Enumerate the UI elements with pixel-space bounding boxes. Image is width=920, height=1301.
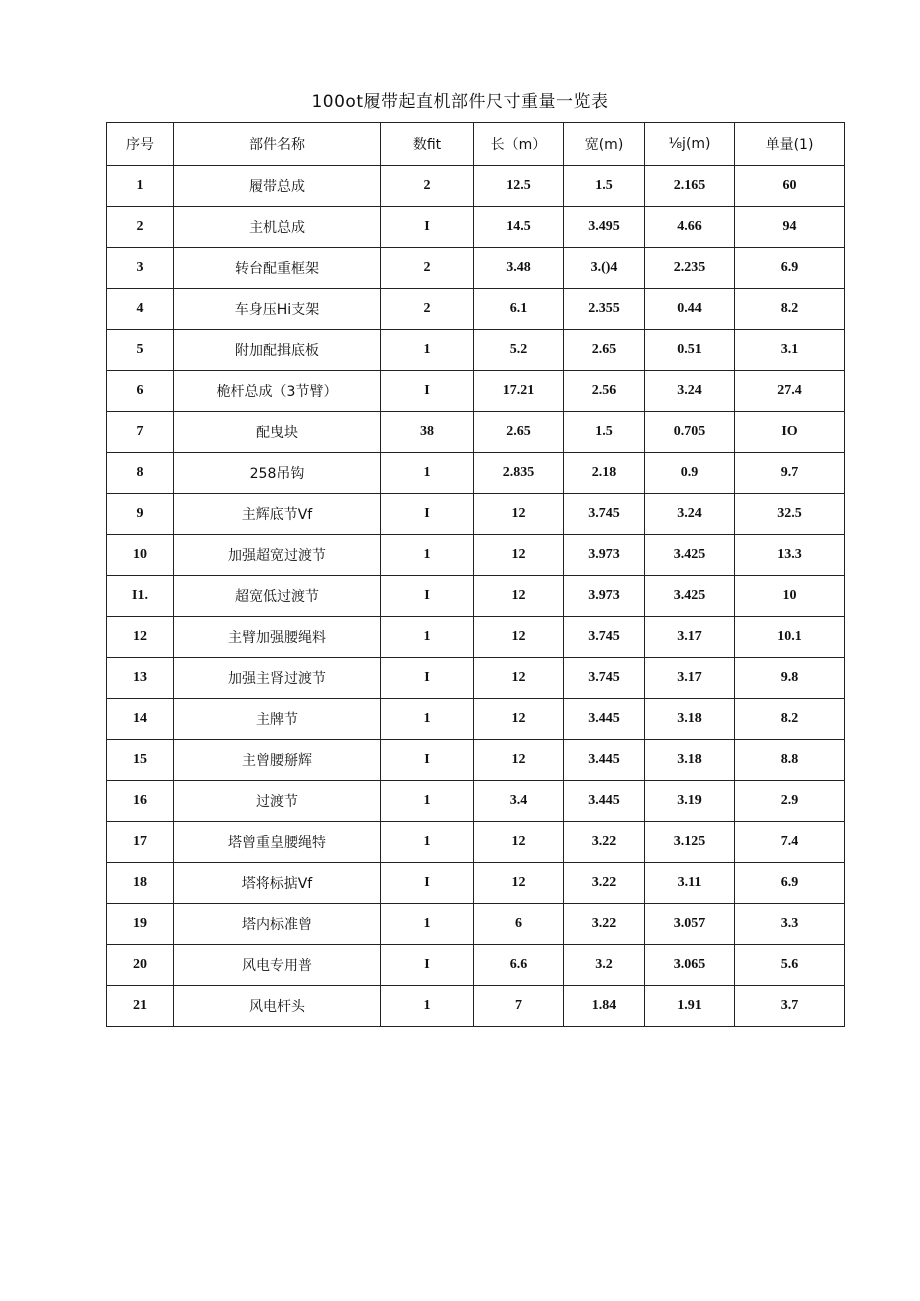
cell-index: 21 (107, 986, 174, 1027)
cell-part-name: 过渡节 (174, 781, 381, 822)
cell-height: 2.235 (645, 248, 735, 289)
cell-quantity: I (381, 945, 474, 986)
cell-unit-weight: 8.2 (735, 699, 845, 740)
col-header-height: ⅛j(m) (645, 123, 735, 166)
cell-index: 4 (107, 289, 174, 330)
cell-quantity: I (381, 207, 474, 248)
cell-unit-weight: 10 (735, 576, 845, 617)
cell-unit-weight: 9.7 (735, 453, 845, 494)
cell-quantity: 1 (381, 781, 474, 822)
cell-height: 0.44 (645, 289, 735, 330)
cell-width: 3.22 (564, 822, 645, 863)
cell-height: 3.17 (645, 617, 735, 658)
cell-unit-weight: 6.9 (735, 248, 845, 289)
cell-quantity: 1 (381, 699, 474, 740)
cell-quantity: 1 (381, 330, 474, 371)
cell-quantity: I (381, 494, 474, 535)
col-header-index: 序号 (107, 123, 174, 166)
cell-index: 1 (107, 166, 174, 207)
cell-unit-weight: 13.3 (735, 535, 845, 576)
cell-index: 15 (107, 740, 174, 781)
table-row (107, 166, 845, 207)
cell-quantity: I (381, 658, 474, 699)
table-row (107, 699, 845, 740)
cell-part-name: 加强主肾过渡节 (174, 658, 381, 699)
cell-part-name: 塔内标准曾 (174, 904, 381, 945)
cell-length: 6 (474, 904, 564, 945)
cell-quantity: 1 (381, 617, 474, 658)
cell-index: 13 (107, 658, 174, 699)
cell-length: 3.48 (474, 248, 564, 289)
cell-part-name: 主曾腰掰辉 (174, 740, 381, 781)
col-header-width: 宽(m) (564, 123, 645, 166)
cell-width: 3.973 (564, 535, 645, 576)
cell-height: 3.17 (645, 658, 735, 699)
cell-unit-weight: 7.4 (735, 822, 845, 863)
table-header-row (107, 123, 845, 166)
cell-height: 3.24 (645, 494, 735, 535)
cell-unit-weight: 8.8 (735, 740, 845, 781)
cell-length: 12 (474, 494, 564, 535)
cell-height: 3.18 (645, 740, 735, 781)
cell-length: 14.5 (474, 207, 564, 248)
cell-index: 14 (107, 699, 174, 740)
document-title: 100ot履带起直机部件尺寸重量一览表 (311, 92, 609, 112)
cell-width: 3.745 (564, 617, 645, 658)
cell-part-name: 主臂加强腰绳料 (174, 617, 381, 658)
cell-width: 1.5 (564, 166, 645, 207)
cell-quantity: 1 (381, 535, 474, 576)
table-row (107, 904, 845, 945)
cell-quantity: 2 (381, 166, 474, 207)
cell-part-name: 塔曾重皇腰绳特 (174, 822, 381, 863)
cell-index: 7 (107, 412, 174, 453)
cell-quantity: 38 (381, 412, 474, 453)
cell-part-name: 配曳块 (174, 412, 381, 453)
table-row (107, 412, 845, 453)
cell-part-name: 258吊钩 (174, 453, 381, 494)
cell-quantity: 1 (381, 453, 474, 494)
col-header-part-name: 部件名称 (174, 123, 381, 166)
cell-index: 3 (107, 248, 174, 289)
cell-length: 2.65 (474, 412, 564, 453)
cell-index: 5 (107, 330, 174, 371)
cell-width: 3.22 (564, 904, 645, 945)
cell-height: 3.18 (645, 699, 735, 740)
cell-length: 12 (474, 658, 564, 699)
cell-quantity: 2 (381, 248, 474, 289)
cell-unit-weight: 27.4 (735, 371, 845, 412)
cell-index: I1. (107, 576, 174, 617)
table-row (107, 453, 845, 494)
table-row (107, 740, 845, 781)
table-row (107, 863, 845, 904)
cell-unit-weight: 9.8 (735, 658, 845, 699)
cell-part-name: 车身压Hi支架 (174, 289, 381, 330)
cell-length: 12 (474, 576, 564, 617)
cell-length: 7 (474, 986, 564, 1027)
cell-part-name: 主辉底节Vf (174, 494, 381, 535)
cell-width: 3.()4 (564, 248, 645, 289)
table-row (107, 822, 845, 863)
cell-unit-weight: 5.6 (735, 945, 845, 986)
cell-index: 17 (107, 822, 174, 863)
cell-unit-weight: 8.2 (735, 289, 845, 330)
cell-quantity: I (381, 740, 474, 781)
cell-width: 2.65 (564, 330, 645, 371)
cell-index: 8 (107, 453, 174, 494)
cell-quantity: I (381, 863, 474, 904)
cell-part-name: 主牌节 (174, 699, 381, 740)
cell-unit-weight: 10.1 (735, 617, 845, 658)
cell-quantity: 1 (381, 986, 474, 1027)
col-header-length: 长（m） (474, 123, 564, 166)
table-row (107, 576, 845, 617)
cell-part-name: 附加配揖底板 (174, 330, 381, 371)
cell-index: 16 (107, 781, 174, 822)
cell-width: 3.445 (564, 699, 645, 740)
table-row (107, 289, 845, 330)
cell-width: 2.355 (564, 289, 645, 330)
table-row (107, 330, 845, 371)
table-row (107, 617, 845, 658)
cell-unit-weight: 3.7 (735, 986, 845, 1027)
cell-index: 6 (107, 371, 174, 412)
cell-length: 6.1 (474, 289, 564, 330)
table-row (107, 535, 845, 576)
cell-part-name: 塔将标掂Vf (174, 863, 381, 904)
cell-height: 3.24 (645, 371, 735, 412)
cell-height: 3.11 (645, 863, 735, 904)
col-header-quantity: 数fit (381, 123, 474, 166)
cell-part-name: 加强超宽过渡节 (174, 535, 381, 576)
cell-unit-weight: 60 (735, 166, 845, 207)
cell-width: 3.445 (564, 781, 645, 822)
cell-unit-weight: IO (735, 412, 845, 453)
cell-height: 0.705 (645, 412, 735, 453)
cell-unit-weight: 94 (735, 207, 845, 248)
cell-height: 4.66 (645, 207, 735, 248)
cell-part-name: 风电杆头 (174, 986, 381, 1027)
cell-width: 3.2 (564, 945, 645, 986)
cell-unit-weight: 3.3 (735, 904, 845, 945)
cell-unit-weight: 3.1 (735, 330, 845, 371)
cell-index: 20 (107, 945, 174, 986)
parts-table (106, 122, 845, 1027)
cell-height: 2.165 (645, 166, 735, 207)
table-row (107, 945, 845, 986)
table-row (107, 658, 845, 699)
cell-height: 3.065 (645, 945, 735, 986)
cell-height: 3.425 (645, 535, 735, 576)
table-row (107, 986, 845, 1027)
cell-length: 12 (474, 863, 564, 904)
col-header-unit-weight: 单量(1) (735, 123, 845, 166)
cell-width: 1.5 (564, 412, 645, 453)
cell-unit-weight: 32.5 (735, 494, 845, 535)
cell-width: 2.56 (564, 371, 645, 412)
cell-quantity: 1 (381, 822, 474, 863)
cell-length: 2.835 (474, 453, 564, 494)
table-row (107, 207, 845, 248)
cell-length: 12 (474, 740, 564, 781)
cell-length: 5.2 (474, 330, 564, 371)
cell-index: 19 (107, 904, 174, 945)
cell-width: 3.973 (564, 576, 645, 617)
cell-height: 3.057 (645, 904, 735, 945)
cell-index: 10 (107, 535, 174, 576)
cell-height: 3.125 (645, 822, 735, 863)
cell-height: 3.19 (645, 781, 735, 822)
cell-quantity: 2 (381, 289, 474, 330)
cell-length: 12.5 (474, 166, 564, 207)
cell-quantity: 1 (381, 904, 474, 945)
cell-unit-weight: 2.9 (735, 781, 845, 822)
table-row (107, 371, 845, 412)
cell-height: 3.425 (645, 576, 735, 617)
cell-part-name: 桅杆总成（3节臂） (174, 371, 381, 412)
cell-part-name: 转台配重框架 (174, 248, 381, 289)
cell-index: 18 (107, 863, 174, 904)
cell-height: 0.9 (645, 453, 735, 494)
cell-index: 2 (107, 207, 174, 248)
table-row (107, 494, 845, 535)
table-row (107, 248, 845, 289)
cell-width: 3.495 (564, 207, 645, 248)
cell-width: 3.745 (564, 494, 645, 535)
cell-height: 0.51 (645, 330, 735, 371)
cell-length: 17.21 (474, 371, 564, 412)
cell-part-name: 超宽低过渡节 (174, 576, 381, 617)
cell-length: 12 (474, 617, 564, 658)
cell-width: 2.18 (564, 453, 645, 494)
cell-part-name: 风电专用普 (174, 945, 381, 986)
cell-index: 9 (107, 494, 174, 535)
cell-quantity: I (381, 576, 474, 617)
cell-width: 1.84 (564, 986, 645, 1027)
cell-part-name: 履带总成 (174, 166, 381, 207)
cell-width: 3.445 (564, 740, 645, 781)
cell-quantity: I (381, 371, 474, 412)
cell-length: 6.6 (474, 945, 564, 986)
table-row (107, 781, 845, 822)
cell-width: 3.22 (564, 863, 645, 904)
table-body (107, 166, 845, 1027)
cell-length: 12 (474, 699, 564, 740)
cell-part-name: 主机总成 (174, 207, 381, 248)
cell-unit-weight: 6.9 (735, 863, 845, 904)
cell-length: 12 (474, 822, 564, 863)
cell-length: 12 (474, 535, 564, 576)
cell-index: 12 (107, 617, 174, 658)
cell-height: 1.91 (645, 986, 735, 1027)
cell-length: 3.4 (474, 781, 564, 822)
cell-width: 3.745 (564, 658, 645, 699)
